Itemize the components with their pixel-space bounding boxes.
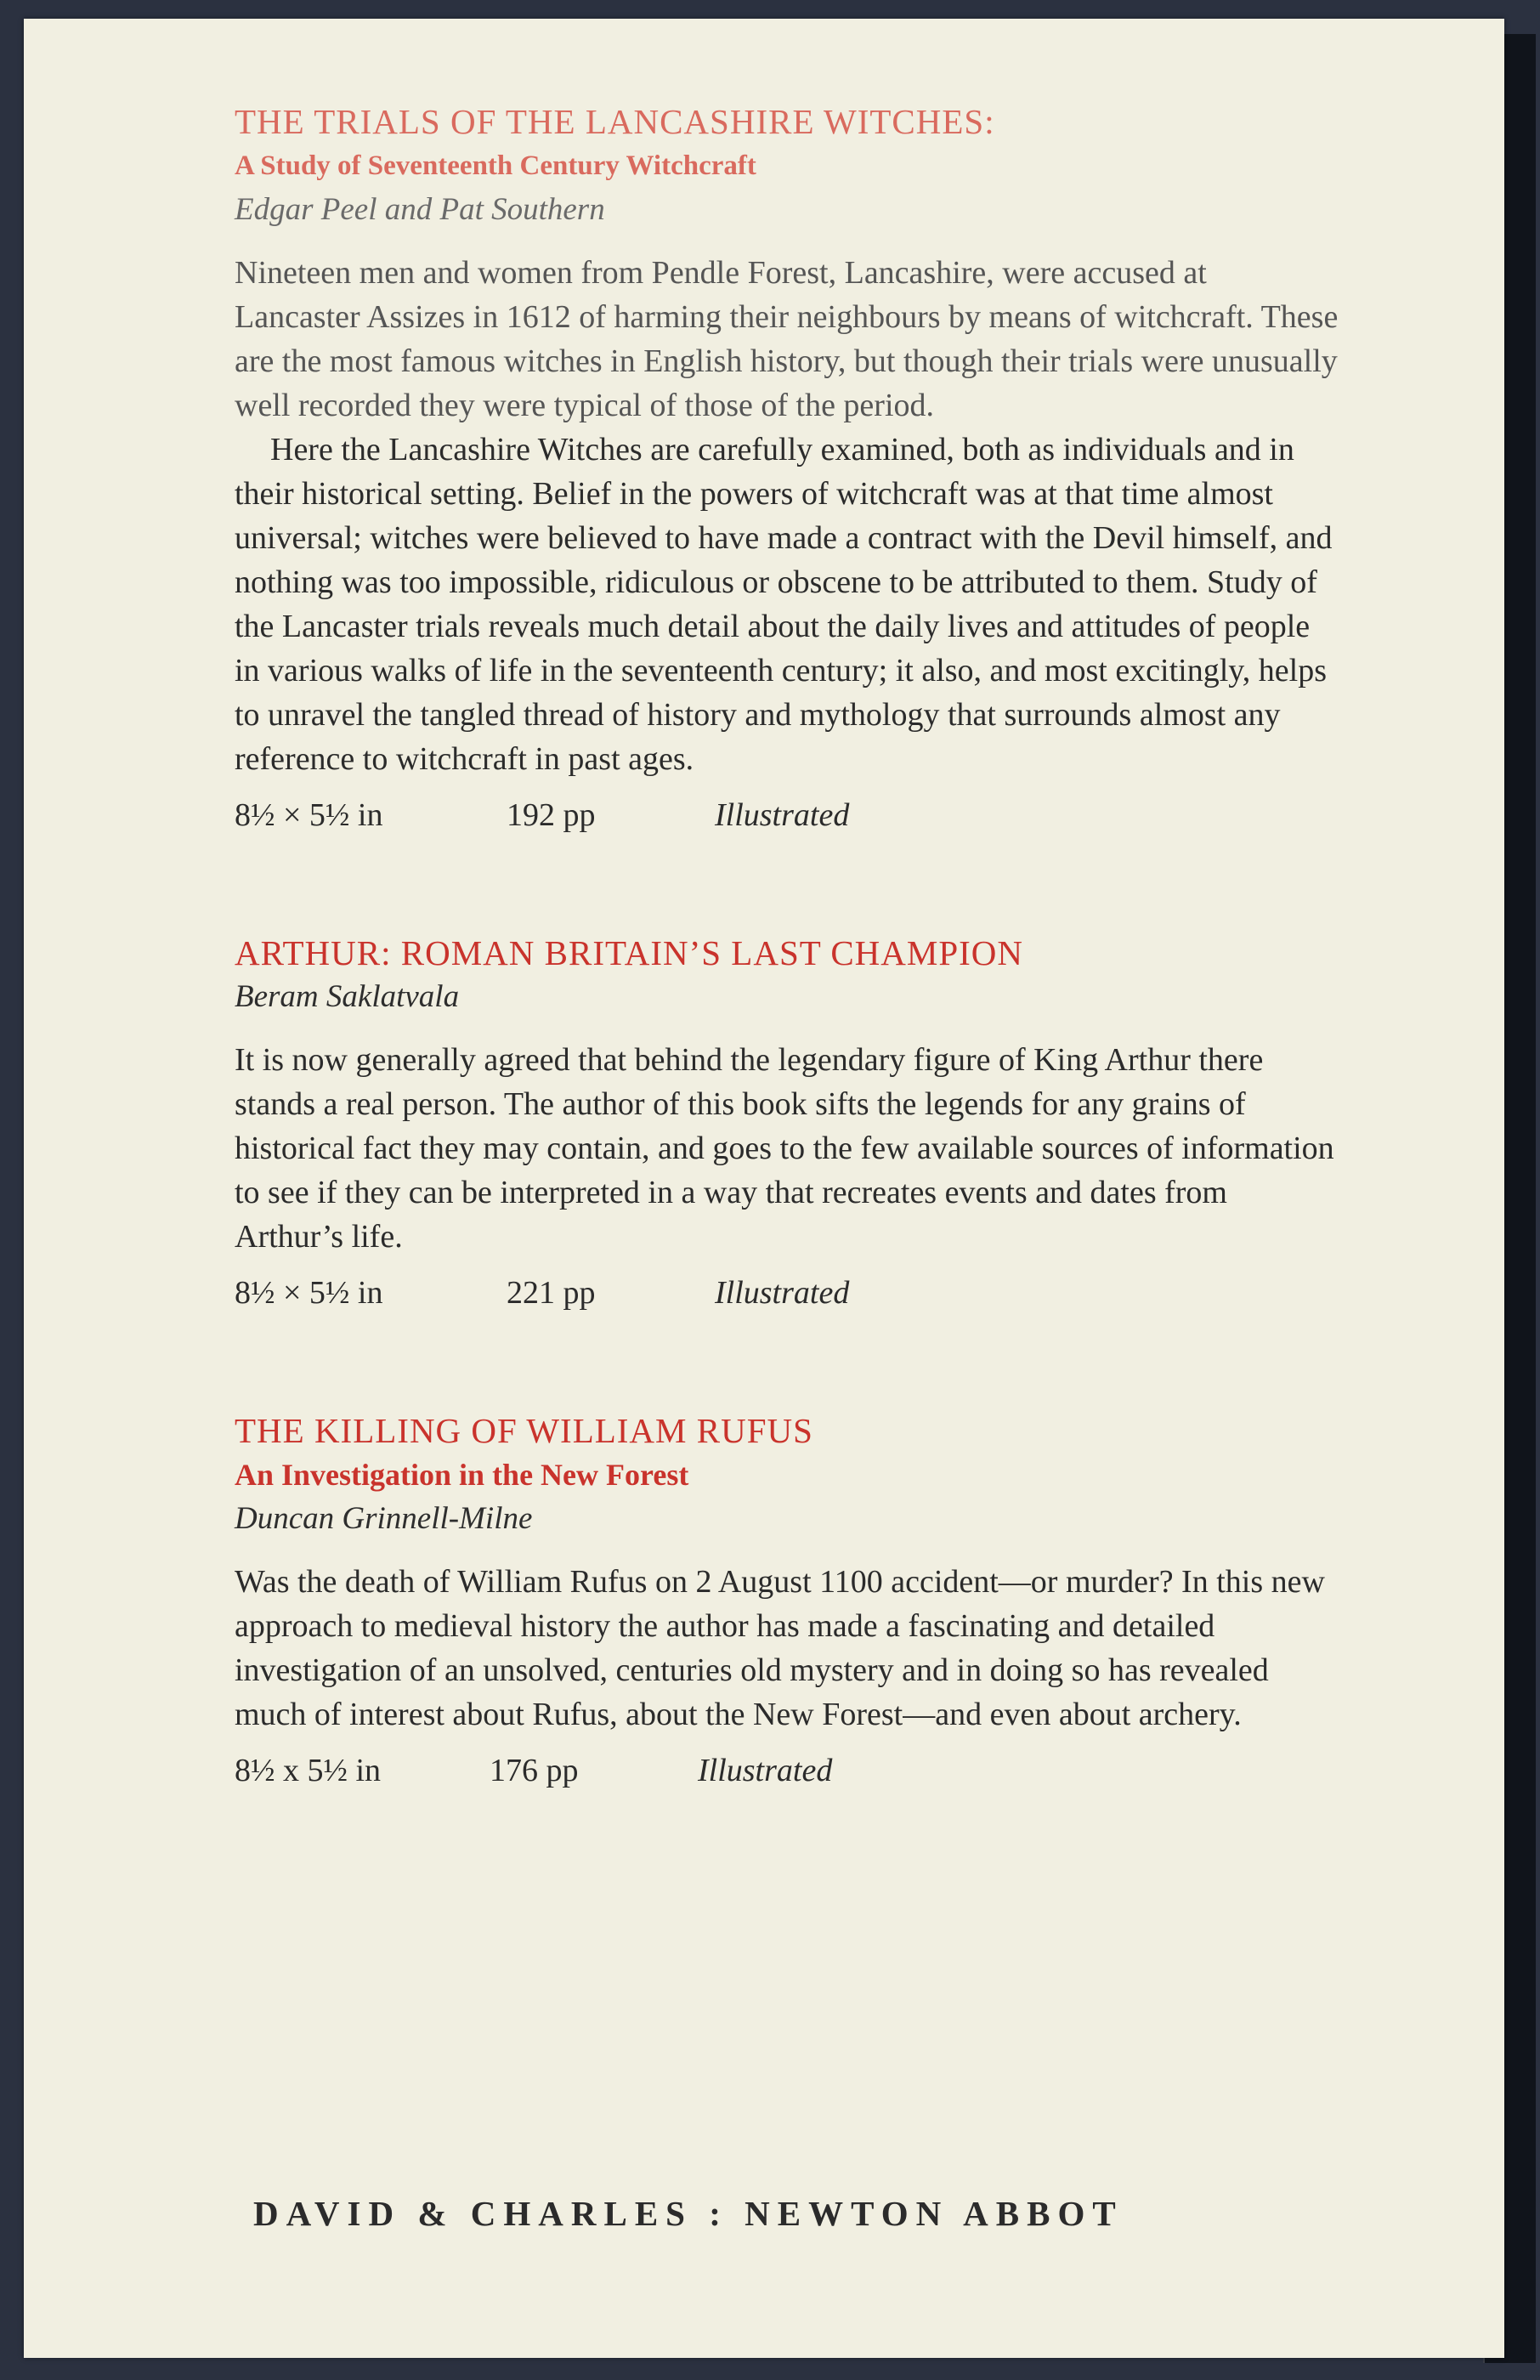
book-author: Edgar Peel and Pat Southern: [235, 192, 605, 227]
book-pages: 221 pp: [507, 1275, 596, 1311]
book-subtitle: An Investigation in the New Forest: [235, 1458, 689, 1492]
book-author: Duncan Grinnell-Milne: [235, 1501, 533, 1536]
book-illustrated: Illustrated: [715, 797, 850, 833]
book-specs: [235, 1748, 1339, 1793]
book-entry-lancashire-witches: [235, 99, 1339, 837]
book-title: ARTHUR: ROMAN BRITAIN’S LAST CHAMPION: [235, 933, 1024, 972]
book-size: 8½ x 5½ in: [235, 1753, 382, 1788]
book-pages: 176 pp: [490, 1753, 579, 1788]
book-size: 8½ × 5½ in: [235, 1275, 383, 1311]
book-author: Beram Saklatvala: [235, 979, 460, 1014]
book-specs: [235, 1271, 1339, 1315]
dust-jacket-back: [24, 19, 1504, 2358]
description-paragraph: Here the Lancashire Witches are carefully examined, both as individuals and in their historical setting. Belief in the powers of witchcraft was at that time almost universal; witches were believed to have made a contract with the Devil himself, and nothing was too impossible, ridiculous or obscene to be attributed to them. Study of the Lancaster trials reveals much detail about the daily lives and attitudes of people in various walks of life in the seventeenth century; it also, and most excitingly, helps to unravel the tangled thread of history and mythology that surrounds almost any reference to witchcraft in past ages.: [235, 432, 1333, 777]
description-paragraph: Nineteen men and women from Pendle Forest, Lancashire, were accused at Lancaster Assizes in 1612 of harming their neighbours by means of witchcraft. These are the most famous witches in English history, but though their trials were unusually well recorded they were typical of those of the period.: [235, 255, 1339, 423]
publisher-imprint: DAVID & CHARLES : NEWTON ABBOT: [253, 2194, 1124, 2233]
book-title: THE KILLING OF WILLIAM RUFUS: [235, 1411, 813, 1450]
book-entry-arthur: [235, 931, 1339, 1315]
book-size: 8½ × 5½ in: [235, 797, 383, 833]
book-title: THE TRIALS OF THE LANCASHIRE WITCHES:: [235, 102, 995, 141]
book-entry-william-rufus: [235, 1408, 1339, 1793]
book-illustrated: Illustrated: [698, 1753, 833, 1788]
book-specs: [235, 793, 1339, 837]
book-listing: [235, 99, 1339, 1793]
description-paragraph: Was the death of William Rufus on 2 August 1100 accident—or murder? In this new approach to medieval history the author has made a fascinating and detailed investigation of an unsolved, centuries old mystery and in doing so has revealed much of interest about Rufus, about the New Forest—and even about archery.: [235, 1564, 1325, 1732]
description-paragraph: It is now generally agreed that behind the legendary figure of King Arthur there stands a real person. The author of this book sifts the legends for any grains of historical fact they may contain, and goes to the few available sources of information to see if they can be interpreted in a way that recreates events and dates from Arthur’s life.: [235, 1042, 1334, 1255]
book-subtitle: A Study of Seventeenth Century Witchcraft: [235, 150, 756, 181]
book-pages: 192 pp: [507, 797, 596, 833]
book-description: [235, 251, 1339, 781]
book-description: [235, 1560, 1339, 1737]
book-description: [235, 1038, 1339, 1259]
book-illustrated: Illustrated: [715, 1275, 850, 1311]
